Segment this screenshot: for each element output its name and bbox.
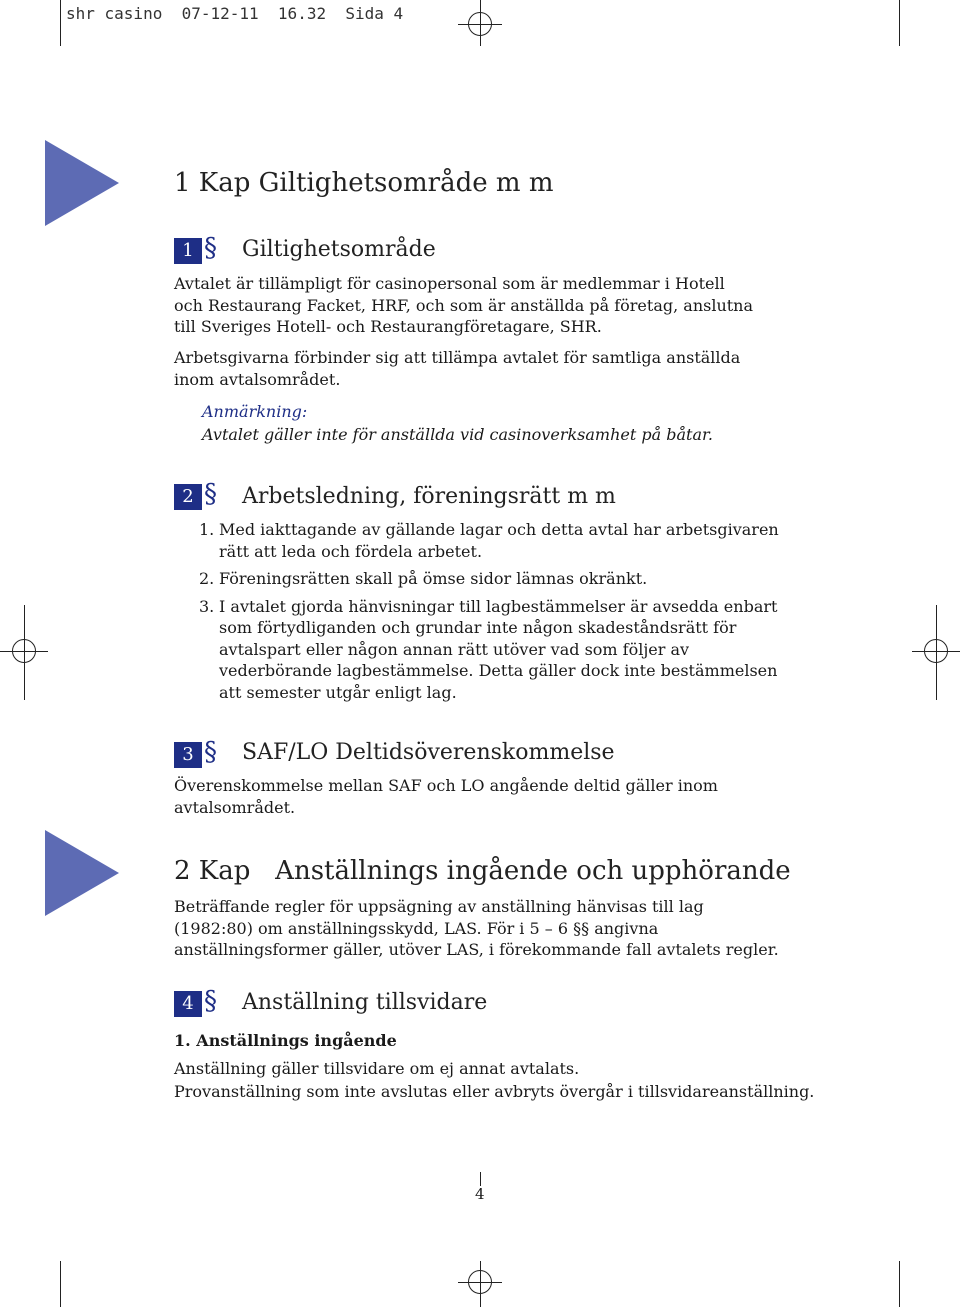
list-item-text: Föreningsrätten skall på ömse sidor lämnas okränkt. [219, 569, 648, 588]
paragraph-sign-icon: § [204, 479, 217, 509]
list-item [199, 568, 799, 590]
chapter-2-title: 2 Kap Anställnings ingående och upphörande [174, 856, 791, 886]
section-2-list [199, 519, 799, 703]
section-4-paragraph: Provanställning som inte avslutas eller avbryts övergår i tillsvidareanställning. [174, 1082, 815, 1101]
crop-mark [899, 1261, 900, 1307]
section-3-title: SAF/LO Deltidsöverenskommelse [242, 740, 615, 765]
registration-circle [468, 12, 492, 36]
list-item [199, 519, 799, 562]
paragraph-sign-icon: § [204, 737, 217, 767]
section-1-title: Giltighetsområde [242, 237, 436, 262]
list-item [199, 596, 799, 704]
paragraph-sign-icon: § [204, 233, 217, 263]
list-item-text: I avtalet gjorda hänvisningar till lagbestämmelser är avsedda enbart som förtydliganden och grundar inte någon skadeståndsrätt för avtalspart eller någon annan rätt utöver vad som följer av vederbörande lagbestämmelse. Detta gäller dock inte bestämmelsen att semester utgår enligt lag. [219, 596, 778, 702]
list-item-text: Med iakttagande av gällande lagar och detta avtal har arbetsgivaren rätt att leda och fördela arbetet. [219, 520, 779, 561]
section-number-badge: 4 [174, 991, 202, 1017]
chapter-arrow-icon [45, 830, 119, 916]
note-label: Anmärkning: [202, 402, 308, 421]
crop-mark [60, 1261, 61, 1307]
note-text: Avtalet gäller inte för anställda vid casinoverksamhet på båtar. [202, 425, 713, 444]
section-number-badge: 3 [174, 742, 202, 768]
section-3-paragraph: Överenskommelse mellan SAF och LO angående deltid gäller inom avtalsområdet. [174, 776, 718, 817]
section-1-paragraph: Arbetsgivarna förbinder sig att tillämpa avtalet för samtliga anställda inom avtalsområdet. [174, 348, 741, 389]
section-4-paragraph: Anställning gäller tillsvidare om ej annat avtalats. [174, 1059, 580, 1078]
section-number-badge: 1 [174, 238, 202, 264]
chapter-1-title: 1 Kap Giltighetsområde m m [174, 168, 554, 198]
page-number: 4 [475, 1185, 485, 1203]
registration-circle [12, 639, 36, 663]
list-item-number: 2. [199, 569, 215, 588]
section-number-badge: 2 [174, 484, 202, 510]
registration-circle [468, 1270, 492, 1294]
chapter-arrow-icon [45, 140, 119, 226]
section-4-subheading: 1. Anställnings ingående [174, 1031, 397, 1050]
page-number-rule [480, 1172, 481, 1186]
section-2-title: Arbetsledning, föreningsrätt m m [242, 484, 616, 509]
crop-mark [899, 0, 900, 46]
paragraph-sign-icon: § [204, 986, 217, 1016]
list-item-number: 3. [199, 596, 215, 616]
chapter-2-intro: Beträffande regler för uppsägning av anställning hänvisas till lag (1982:80) om anställningsskydd, LAS. För i 5 – 6 §§ angivna anställningsformer gäller, utöver LAS, i förekommande fall avtalets regler. [174, 897, 779, 959]
section-4-title: Anställning tillsvidare [242, 990, 488, 1015]
print-slug: shr casino 07-12-11 16.32 Sida 4 [66, 4, 404, 23]
section-1-paragraph: Avtalet är tillämpligt för casinopersonal som är medlemmar i Hotell och Restaurang Facket, HRF, och som är anställda på företag, anslutna till Sveriges Hotell- och Restaurangföretagare, SHR. [174, 274, 754, 336]
registration-circle [924, 639, 948, 663]
list-item-number: 1. [199, 520, 215, 539]
crop-mark [60, 0, 61, 46]
